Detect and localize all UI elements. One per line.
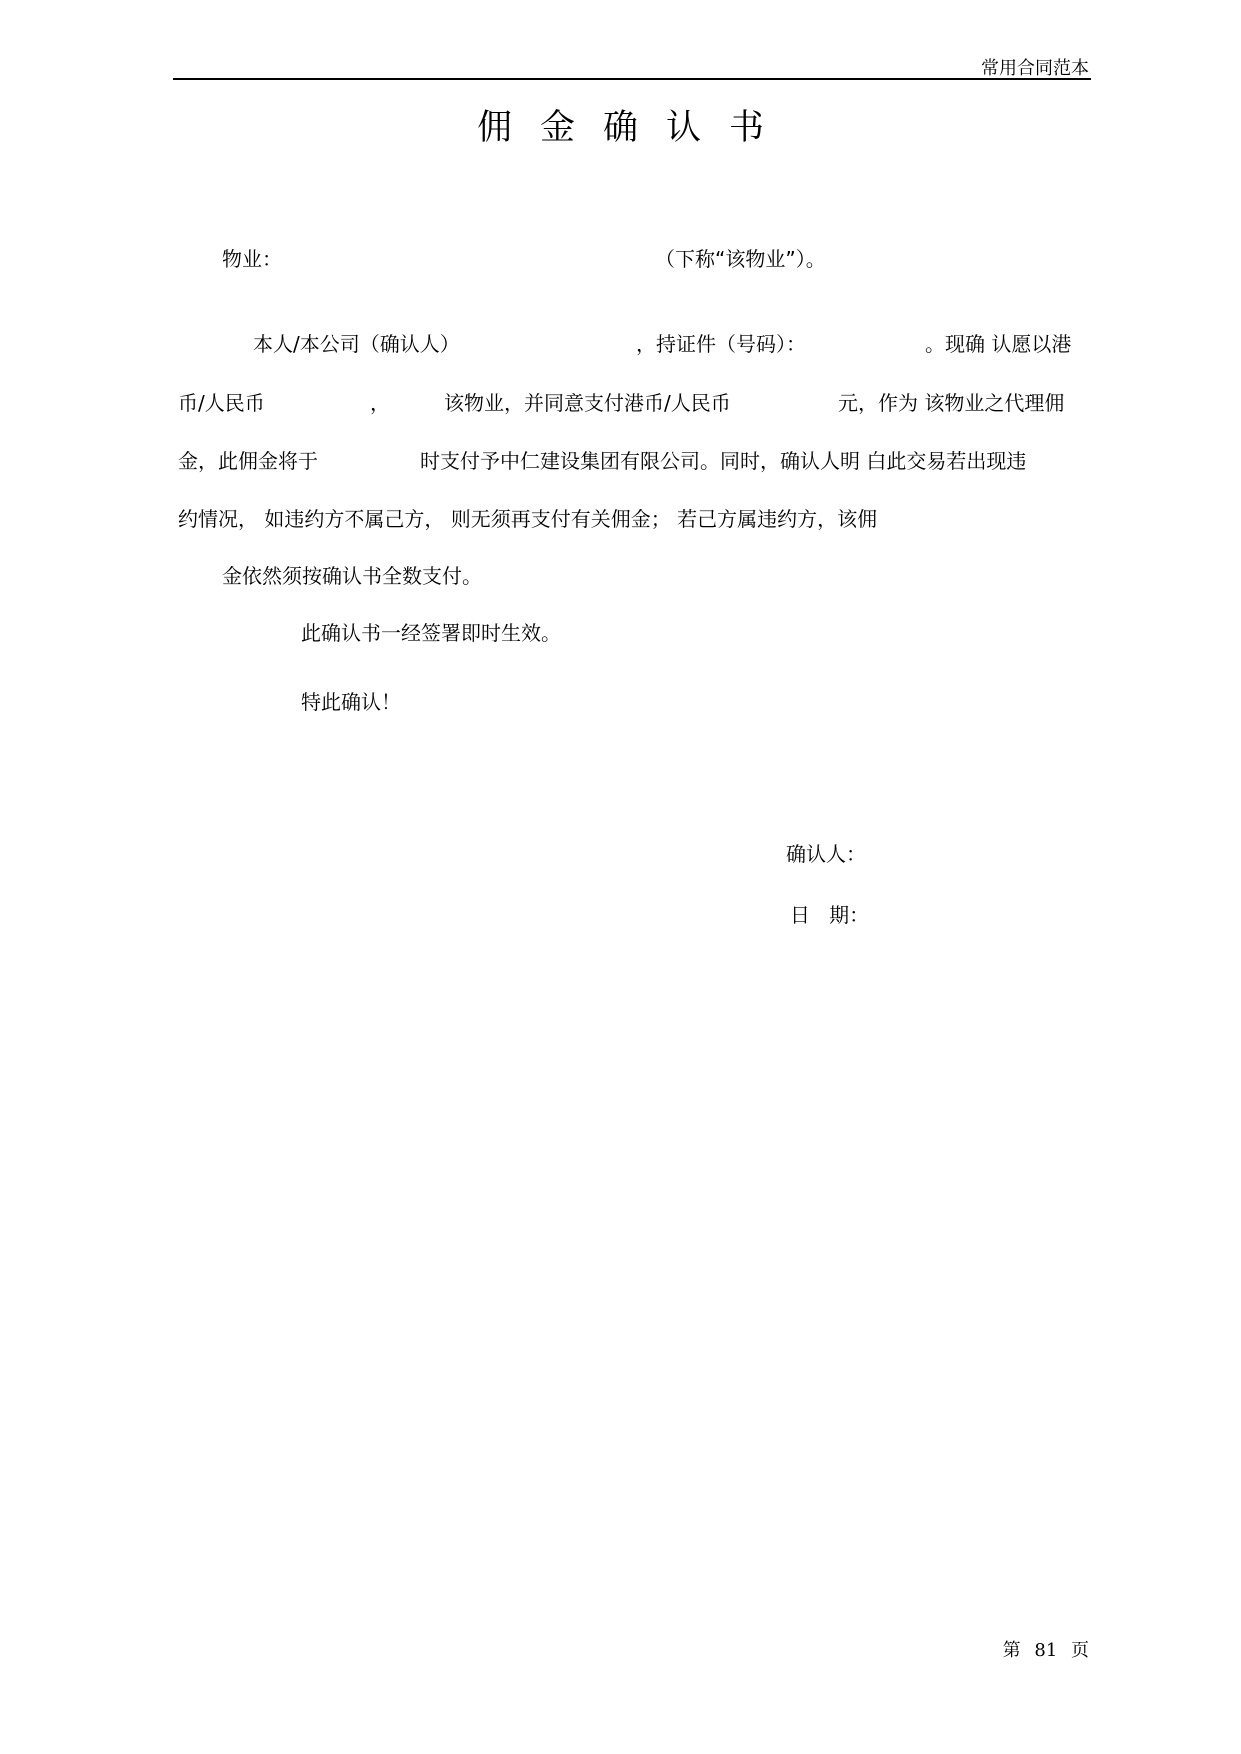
para1-line3-a: 金，此佣金将于 bbox=[178, 449, 318, 473]
para1-line2-c: 该物业，并同意支付港币/人民币 bbox=[444, 391, 731, 415]
para1-line2-a: 币/人民币 bbox=[178, 391, 265, 415]
para1-line2-d: 元，作为 该物业之代理佣 bbox=[838, 391, 1065, 415]
para1-line5: 金依然须按确认书全数支付。 bbox=[222, 564, 482, 588]
header-label: 常用合同范本 bbox=[981, 58, 1089, 79]
para1-line1-c: 。现确 认愿以港 bbox=[925, 332, 1072, 356]
confirmer-label: 确认人： bbox=[786, 842, 866, 866]
property-label: 物业： bbox=[222, 247, 282, 271]
property-suffix: （下称“该物业”）。 bbox=[655, 247, 826, 271]
closing-statement: 特此确认！ bbox=[301, 690, 401, 714]
para1-line3-b: 时支付予中仁建设集团有限公司。同时，确认人明 白此交易若出现违 bbox=[420, 449, 1027, 473]
para1-line1-b: ，持证件（号码）： bbox=[636, 332, 806, 356]
date-label: 日 期： bbox=[790, 903, 870, 927]
para1-line4: 约情况， 如违约方不属己方， 则无须再支付有关佣金； 若己方属违约方，该佣 bbox=[178, 507, 878, 531]
effective-statement: 此确认书一经签署即时生效。 bbox=[301, 621, 561, 645]
header-divider bbox=[173, 78, 1091, 80]
page-number: 第 81 页 bbox=[1002, 1640, 1089, 1661]
document-title: 佣金确认书 bbox=[476, 108, 792, 148]
para1-line2-b: ， bbox=[370, 391, 390, 415]
para1-line1-a: 本人/本公司（确认人） bbox=[253, 332, 460, 356]
